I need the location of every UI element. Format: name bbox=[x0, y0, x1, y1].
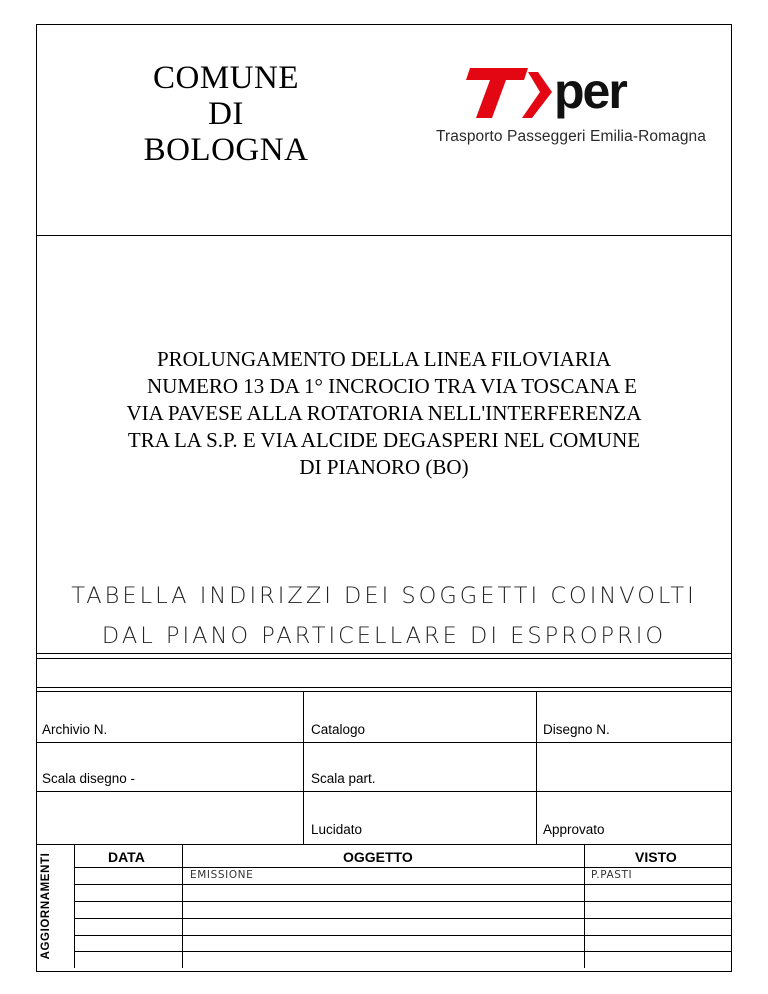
updates-row-line bbox=[74, 884, 732, 885]
title-line: NUMERO 13 DA 1° INCROCIO TRA VIA TOSCANA E bbox=[147, 374, 637, 398]
scala-disegno-label: Scala disegno - bbox=[42, 771, 136, 786]
comune-line: COMUNE bbox=[152, 60, 299, 96]
subtitle-line: DAL PIANO PARTICELLARE DI ESPROPRIO bbox=[101, 623, 667, 649]
updates-col-divider-1 bbox=[182, 844, 183, 968]
updates-row-line bbox=[74, 901, 732, 902]
comune-line: DI bbox=[208, 96, 244, 132]
divider-info-row-2 bbox=[36, 791, 732, 792]
updates-row-line bbox=[74, 951, 732, 952]
info-col-divider-2 bbox=[536, 691, 537, 844]
comune-block bbox=[112, 60, 340, 168]
updates-row-line bbox=[74, 935, 732, 936]
divider-info-row-1 bbox=[36, 742, 732, 743]
row-visto: P.PASTI bbox=[591, 869, 633, 881]
updates-side-divider bbox=[74, 844, 75, 968]
tper-logo bbox=[466, 66, 676, 120]
catalogo-label: Catalogo bbox=[311, 722, 366, 737]
title-line: PROLUNGAMENTO DELLA LINEA FILOVIARIA bbox=[156, 347, 611, 371]
col-header-oggetto: OGGETTO bbox=[343, 849, 413, 865]
col-header-data: DATA bbox=[108, 849, 145, 865]
approvato-label: Approvato bbox=[543, 822, 605, 837]
divider-info-top bbox=[36, 691, 732, 692]
document-subtitle bbox=[44, 576, 724, 656]
comune-line: BOLOGNA bbox=[143, 132, 309, 168]
subtitle-line: TABELLA INDIRIZZI DEI SOGGETTI COINVOLTI bbox=[71, 583, 697, 609]
updates-row-line bbox=[74, 918, 732, 919]
archivio-label: Archivio N. bbox=[42, 722, 108, 737]
updates-col-divider-2 bbox=[584, 844, 585, 968]
title-line: DI PIANORO (BO) bbox=[299, 455, 469, 479]
info-col-divider-1 bbox=[303, 691, 304, 844]
col-header-visto: VISTO bbox=[635, 849, 677, 865]
logo-subtitle: Trasporto Passeggeri Emilia-Romagna bbox=[436, 128, 706, 145]
svg-text:per: per bbox=[554, 66, 626, 119]
lucidato-label: Lucidato bbox=[311, 822, 363, 837]
title-line: VIA PAVESE ALLA ROTATORIA NELL'INTERFERENZA bbox=[126, 401, 642, 425]
divider-updates-top bbox=[36, 844, 732, 845]
updates-row-line bbox=[74, 867, 732, 868]
divider-empty-row-bottom bbox=[36, 687, 732, 688]
row-oggetto: EMISSIONE bbox=[190, 869, 254, 881]
scala-part-label: Scala part. bbox=[311, 771, 376, 786]
project-title bbox=[44, 346, 724, 481]
aggiornamenti-label: AGGIORNAMENTI bbox=[40, 852, 52, 960]
disegno-label: Disegno N. bbox=[543, 722, 610, 737]
divider-empty-row-top bbox=[36, 658, 732, 659]
title-line: TRA LA S.P. E VIA ALCIDE DEGASPERI NEL COMUNE bbox=[127, 428, 641, 452]
divider-header bbox=[36, 235, 732, 236]
